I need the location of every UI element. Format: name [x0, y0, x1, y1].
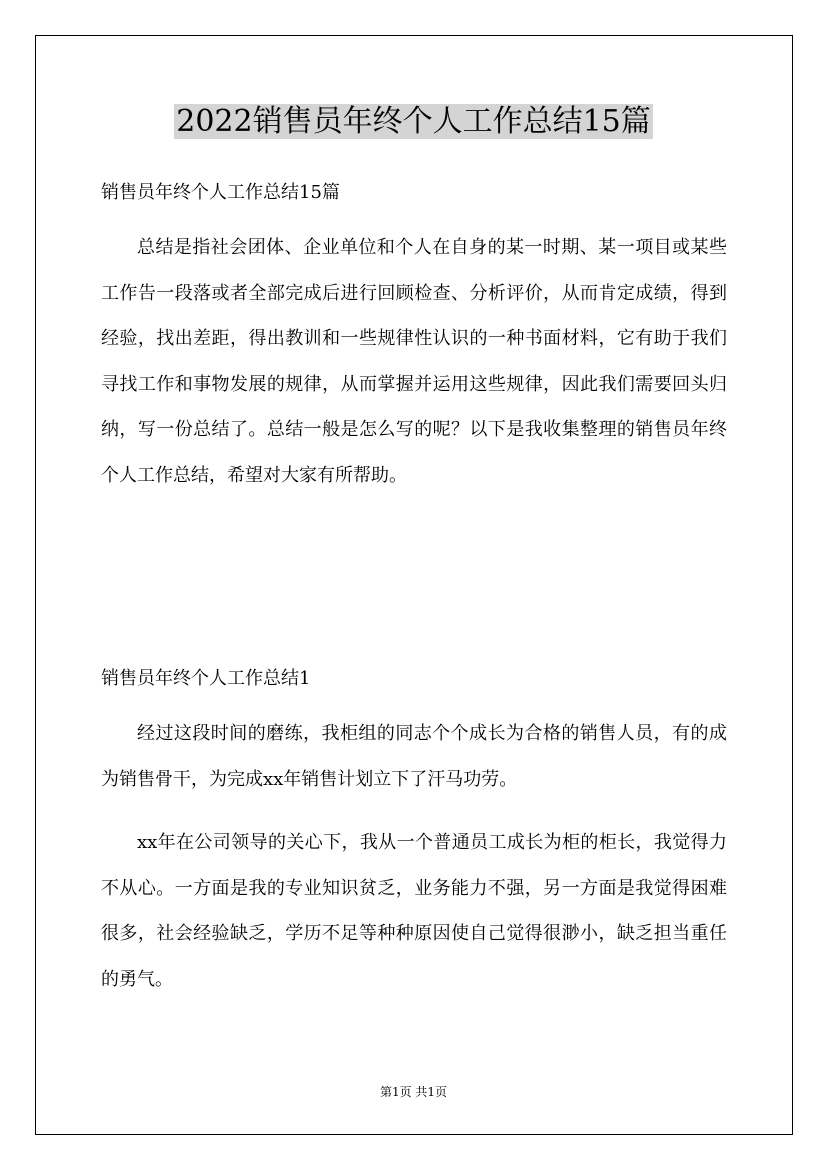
section-1-paragraph-1: 经过这段时间的磨练，我柜组的同志个个成长为合格的销售人员，有的成为销售骨干，为完成xx年销售计划立下了汗马功劳。 [101, 723, 727, 790]
page-footer: 第1页 共1页 [379, 1085, 448, 1099]
section-1-heading: 销售员年终个人工作总结1 [101, 668, 311, 689]
intro-paragraph: 总结是指社会团体、企业单位和个人在自身的某一时期、某一项目或某些工作告一段落或者全部完成后进行回顾检查、分析评价，从而肯定成绩，得到经验，找出差距，得出教训和一些规律性认识的一种书面材料，它有助于我们寻找工作和事物发展的规律，从而掌握并运用这些规律，因此我们需要回头归纳，写一份总结了。总结一般是怎么写的呢？以下是我收集整理的销售员年终个人工作总结，希望对大家有所帮助。 [101, 237, 727, 486]
document-subtitle: 销售员年终个人工作总结15篇 [101, 182, 340, 203]
document-title: 2022销售员年终个人工作总结15篇 [176, 104, 651, 139]
section-1-paragraph-2: xx年在公司领导的关心下，我从一个普通员工成长为柜的柜长，我觉得力不从心。一方面是我的专业知识贫乏，业务能力不强，另一方面是我觉得困难很多，社会经验缺乏，学历不足等种种原因使自己觉得很渺小，缺乏担当重任的勇气。 [101, 832, 727, 990]
